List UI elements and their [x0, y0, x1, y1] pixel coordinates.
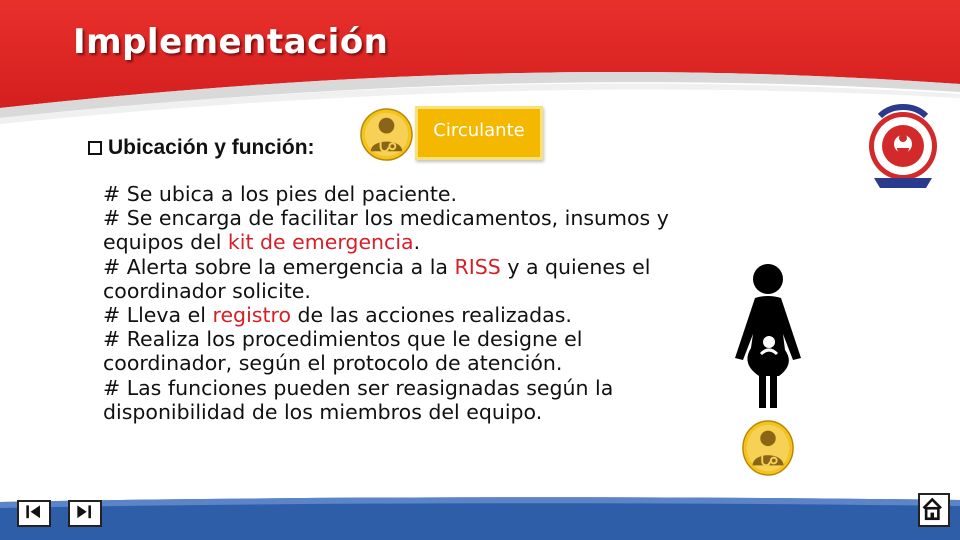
subtitle-label: Ubicación y función:	[108, 136, 315, 159]
line-text: coordinador, según el protocolo de atención.	[103, 351, 563, 376]
home-button[interactable]	[918, 493, 950, 527]
doctor-badge-icon	[741, 419, 795, 477]
function-line	[103, 230, 743, 254]
codigo-rojo-logo	[866, 100, 940, 190]
line-text: equipos del	[103, 230, 228, 255]
function-line	[103, 182, 743, 206]
line-text: # Alerta sobre la emergencia a la	[103, 254, 455, 279]
checkbox-bullet-icon	[88, 141, 102, 155]
line-text: # Lleva el	[103, 303, 213, 328]
function-line	[103, 376, 743, 400]
line-text: de las acciones realizadas.	[291, 303, 572, 328]
home-icon	[920, 495, 948, 525]
highlight-text: registro	[212, 303, 292, 328]
subtitle	[88, 136, 315, 160]
line-text: # Las funciones pueden ser reasignadas según la	[103, 375, 614, 400]
line-text: .	[413, 230, 421, 255]
function-line	[103, 279, 743, 303]
line-text: coordinador solicite.	[103, 278, 311, 303]
function-line	[103, 303, 743, 327]
highlight-text: kit de emergencia	[227, 230, 414, 255]
footer-bar	[0, 490, 960, 540]
line-text: # Se encarga de facilitar los medicamentos, insumos y	[103, 206, 669, 231]
next-slide-button[interactable]	[68, 500, 102, 527]
functions-list	[103, 182, 743, 424]
highlight-text: RISS	[454, 254, 501, 279]
function-line	[103, 327, 743, 351]
previous-slide-button[interactable]	[17, 500, 51, 527]
doctor-badge-icon	[359, 107, 414, 162]
function-line	[103, 400, 743, 424]
function-line	[103, 351, 743, 375]
previous-slide-icon	[19, 502, 49, 525]
pregnant-woman-icon	[725, 262, 811, 412]
line-text: disponibilidad de los miembros del equipo.	[103, 399, 543, 424]
next-slide-icon	[70, 502, 100, 525]
function-line	[103, 206, 743, 230]
line-text: # Se ubica a los pies del paciente.	[103, 182, 458, 206]
function-line	[103, 255, 743, 279]
role-label-circulante: Circulante	[415, 106, 543, 160]
line-text: y a quienes el	[500, 254, 651, 279]
slide-title: Implementación	[73, 22, 389, 62]
line-text: # Realiza los procedimientos que le designe el	[103, 327, 583, 352]
